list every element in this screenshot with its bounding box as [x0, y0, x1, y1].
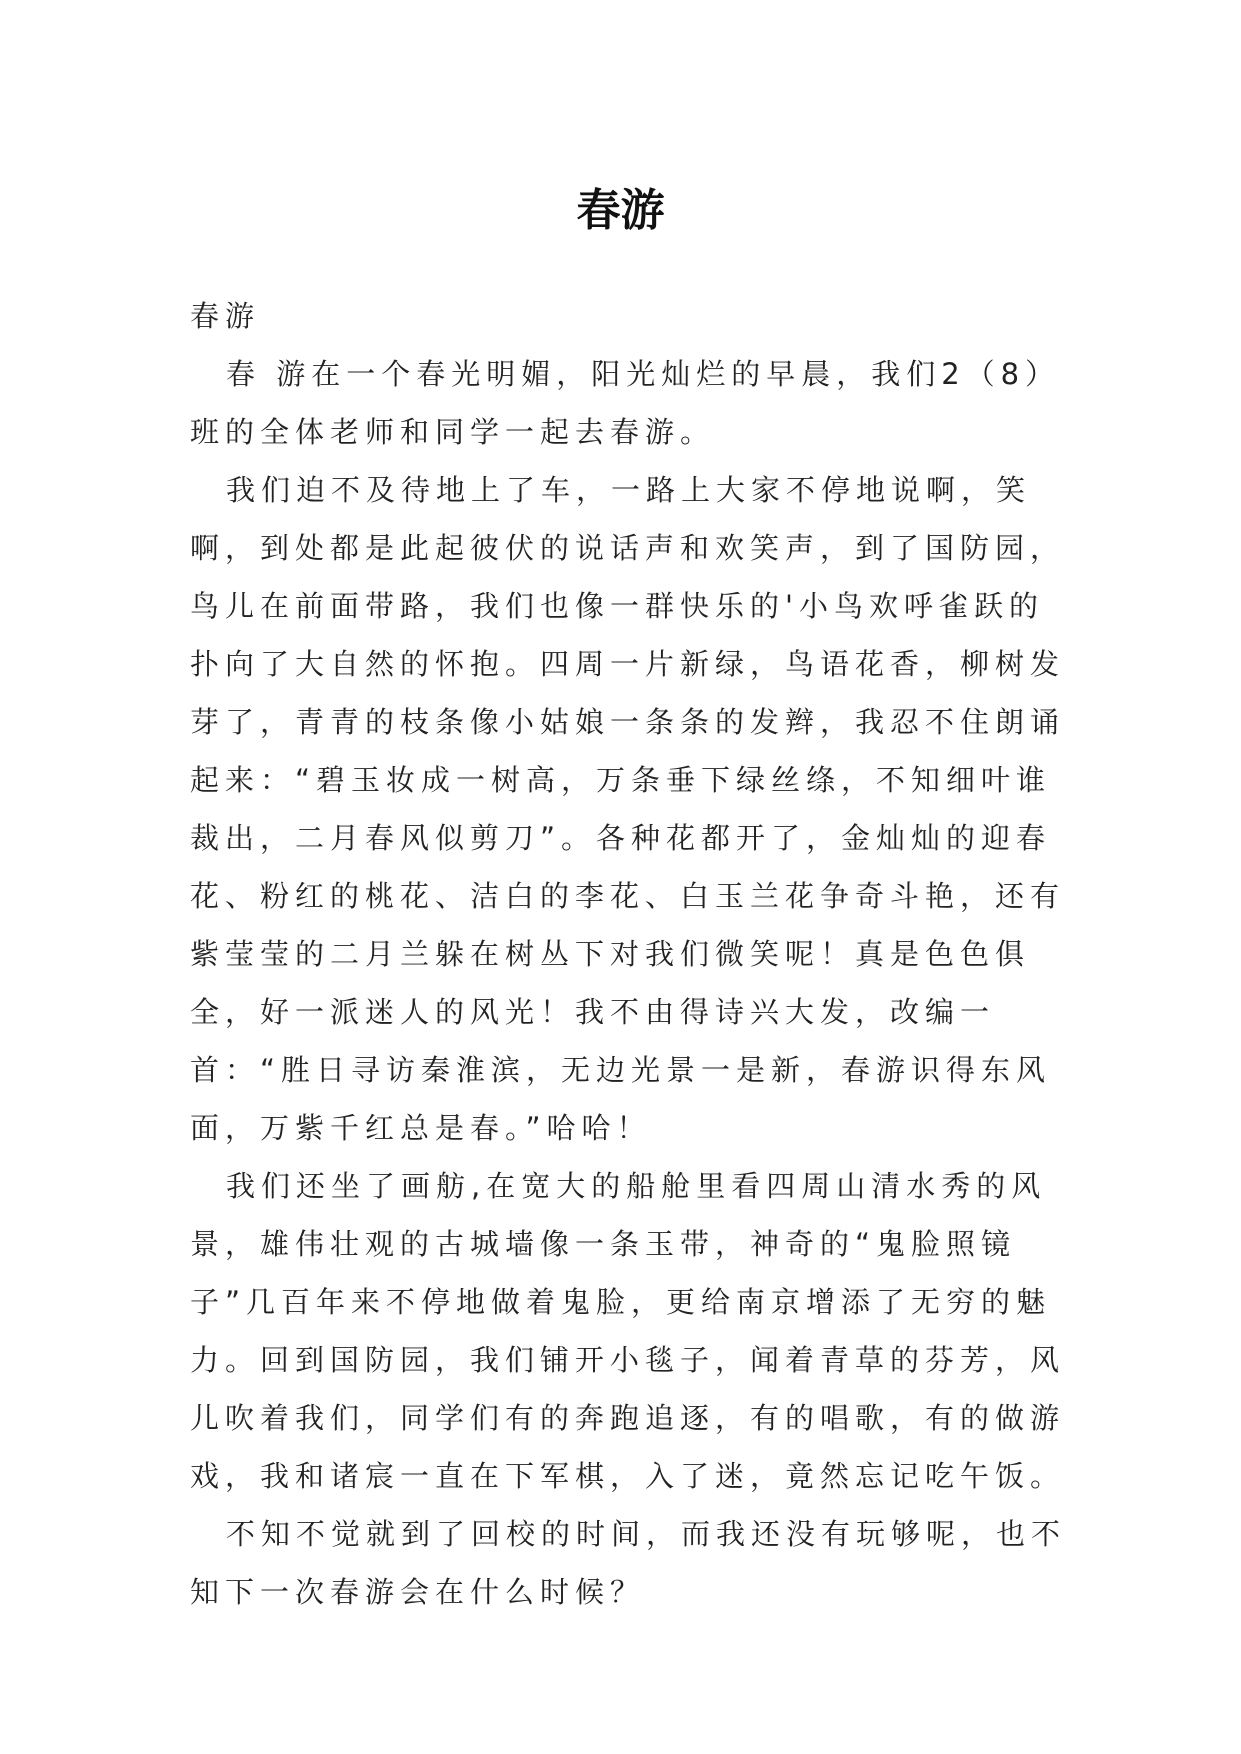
section-heading: 春游 — [190, 299, 261, 333]
paragraph-2: 我们迫不及待地上了车，一路上大家不停地说啊，笑啊，到处都是此起彼伏的说话声和欢笑声，到了国防园，鸟儿在前面带路，我们也像一群快乐的'小鸟欢呼雀跃的扑向了大自然的怀抱。四周一片新绿，鸟语花香，柳树发芽了，青青的枝条像小姑娘一条条的发辫，我忍不住朗诵起来：“碧玉妆成一树高，万条垂下绿丝绦，不知细叶谁裁出，二月春风似剪刀”。各种花都开了，金灿灿的迎春花、粉红的桃花、洁白的李花、白玉兰花争奇斗艳，还有紫莹莹的二月兰躲在树丛下对我们微笑呢！真是色色俱全，好一派迷人的风光！我不由得诗兴大发，改编一首：“胜日寻访秦淮滨，无边光景一是新，春游识得东风面，万紫千红总是春。”哈哈！ — [190, 473, 1066, 1145]
paragraph-4: 不知不觉就到了回校的时间，而我还没有玩够呢，也不知下一次春游会在什么时候？ — [190, 1517, 1067, 1609]
document-body — [190, 287, 1070, 1621]
paragraph-3: 我们还坐了画舫,在宽大的船舱里看四周山清水秀的风景，雄伟壮观的古城墙像一条玉带，神奇的“鬼脸照镜子”几百年来不停地做着鬼脸，更给南京增添了无穷的魅力。回到国防园，我们铺开小毯子，闻着青草的芬芳，风儿吹着我们，同学们有的奔跑追逐，有的唱歌，有的做游戏，我和诸宸一直在下军棋，入了迷，竟然忘记吃午饭。 — [190, 1169, 1066, 1493]
paragraph-1: 春 游在一个春光明媚，阳光灿烂的早晨，我们2（8）班的全体老师和同学一起去春游。 — [190, 357, 1061, 449]
document-title: 春游 — [576, 185, 665, 237]
